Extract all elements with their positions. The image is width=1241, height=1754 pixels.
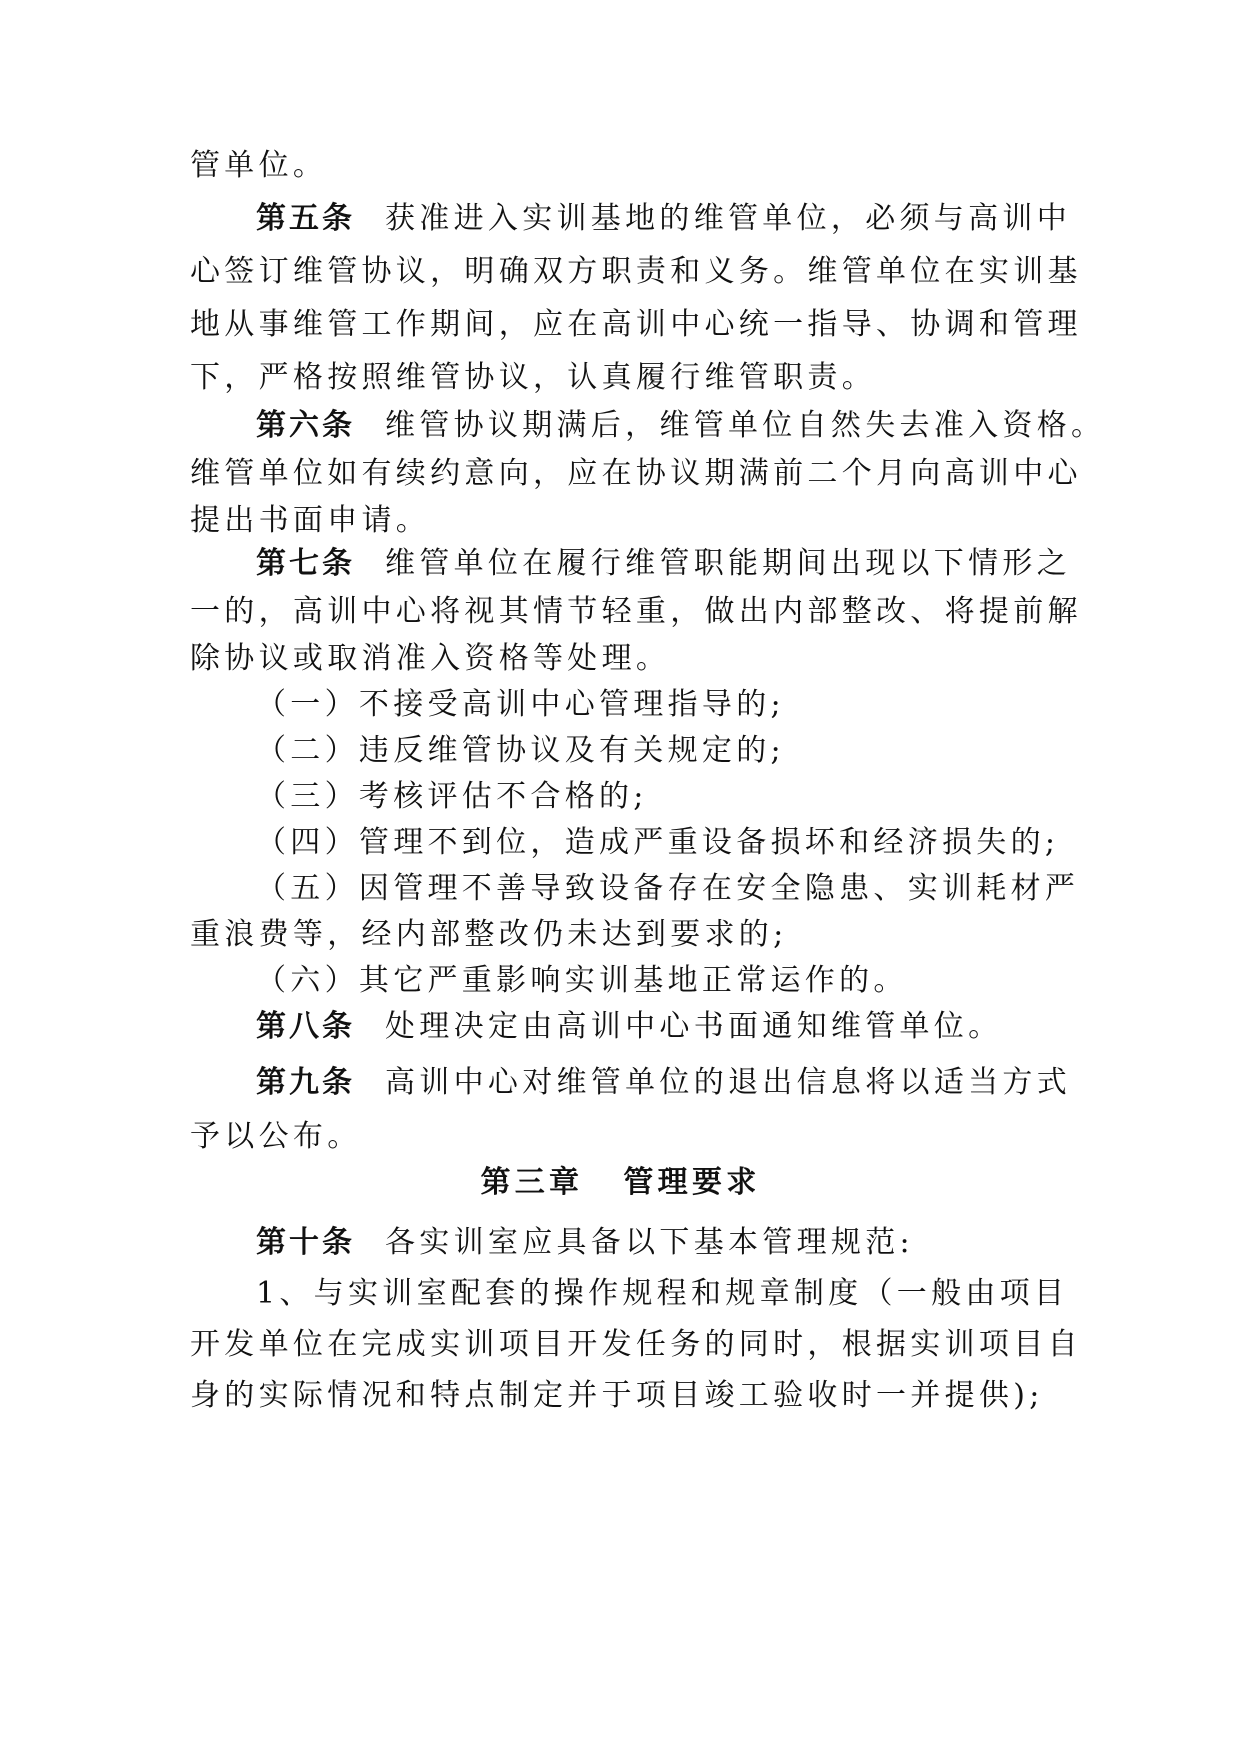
article-heading: 第六条 xyxy=(256,408,355,443)
chapter-title: 管理要求 xyxy=(623,1165,761,1200)
article-10-line: 第十条 各实训室应具备以下基本管理规范: xyxy=(256,1225,914,1260)
list-item: （一）不接受高训中心管理指导的; xyxy=(256,687,785,722)
list-item: （六）其它严重影响实训基地正常运作的。 xyxy=(256,963,908,998)
chapter-number: 第三章 xyxy=(480,1165,584,1200)
list-item: （五）因管理不善导致设备存在安全隐患、实训耗材严 xyxy=(256,871,1080,906)
text-line: 管单位。 xyxy=(190,148,328,183)
article-7-line: 第七条 维管单位在履行维管职能期间出现以下情形之 xyxy=(256,546,1071,581)
article-6-line: 第六条 维管协议期满后，维管单位自然失去准入资格。 xyxy=(256,408,1106,443)
list-item: （三）考核评估不合格的; xyxy=(256,779,648,814)
text-line: 重浪费等，经内部整改仍未达到要求的; xyxy=(190,917,788,952)
text-line: 下，严格按照维管协议，认真履行维管职责。 xyxy=(190,360,876,395)
text-line: 予以公布。 xyxy=(190,1119,362,1154)
article-5-line: 第五条 获准进入实训基地的维管单位，必须与高训中 xyxy=(256,201,1071,236)
list-item: （二）违反维管协议及有关规定的; xyxy=(256,733,785,768)
article-heading: 第七条 xyxy=(256,546,355,581)
article-heading: 第十条 xyxy=(256,1225,355,1260)
text-line: 身的实际情况和特点制定并于项目竣工验收时一并提供); xyxy=(190,1378,1044,1413)
text-line: 开发单位在完成实训项目开发任务的同时，根据实训项目自 xyxy=(190,1327,1082,1362)
article-heading: 第五条 xyxy=(256,201,355,236)
text-line: 地从事维管工作期间，应在高训中心统一指导、协调和管理 xyxy=(190,307,1082,342)
article-8-line: 第八条 处理决定由高训中心书面通知维管单位。 xyxy=(256,1009,1003,1044)
article-heading: 第八条 xyxy=(256,1009,355,1044)
article-9-line: 第九条 高训中心对维管单位的退出信息将以适当方式 xyxy=(256,1065,1071,1100)
article-heading: 第九条 xyxy=(256,1065,355,1100)
list-item: （四）管理不到位，造成严重设备损坏和经济损失的; xyxy=(256,825,1060,860)
text-line: 除协议或取消准入资格等处理。 xyxy=(190,641,671,676)
chapter-heading xyxy=(0,1163,1241,1203)
text-line: 提出书面申请。 xyxy=(190,503,431,538)
list-item: 1、与实训室配套的操作规程和规章制度（一般由项目 xyxy=(256,1276,1069,1311)
text-line: 心签订维管协议，明确双方职责和义务。维管单位在实训基 xyxy=(190,254,1082,289)
text-line: 一的，高训中心将视其情节轻重，做出内部整改、将提前解 xyxy=(190,594,1082,629)
text-line: 维管单位如有续约意向，应在协议期满前二个月向高训中心 xyxy=(190,456,1082,491)
